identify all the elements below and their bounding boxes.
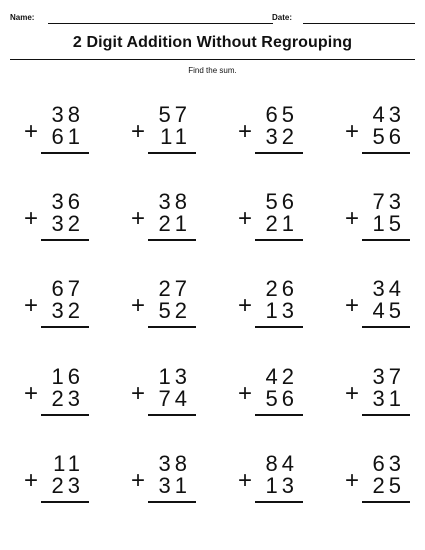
plus-sign: + [345, 380, 360, 407]
answer-line[interactable] [255, 326, 303, 328]
answer-line[interactable] [41, 326, 89, 328]
answer-line[interactable] [148, 239, 196, 241]
addition-problem [131, 191, 201, 251]
top-addend: 16 [51, 364, 84, 389]
plus-sign: + [345, 205, 360, 232]
bottom-addend: 13 [265, 298, 298, 323]
plus-sign: + [131, 118, 146, 145]
instructions-text: Find the sum. [188, 66, 237, 75]
plus-sign: + [131, 467, 146, 494]
plus-sign: + [238, 292, 253, 319]
plus-sign: + [238, 205, 253, 232]
answer-line[interactable] [148, 501, 196, 503]
addition-problem [24, 453, 94, 513]
answer-line[interactable] [148, 414, 196, 416]
addition-problem [24, 278, 94, 338]
date-field-line[interactable] [303, 23, 415, 24]
top-addend: 27 [158, 276, 191, 301]
worksheet-header [10, 12, 415, 26]
date-label: Date: [272, 13, 293, 22]
bottom-addend: 15 [372, 211, 405, 236]
plus-sign: + [24, 205, 39, 232]
addition-problem [238, 278, 308, 338]
answer-line[interactable] [41, 501, 89, 503]
top-addend: 36 [51, 189, 84, 214]
answer-line[interactable] [362, 414, 410, 416]
top-addend: 63 [372, 451, 405, 476]
bottom-addend: 13 [265, 473, 298, 498]
plus-sign: + [345, 118, 360, 145]
answer-line[interactable] [362, 326, 410, 328]
bottom-addend: 32 [51, 211, 84, 236]
worksheet-title: 2 Digit Addition Without Regrouping [72, 34, 353, 51]
answer-line[interactable] [362, 239, 410, 241]
bottom-addend: 56 [372, 124, 405, 149]
answer-line[interactable] [255, 414, 303, 416]
bottom-addend: 52 [158, 298, 191, 323]
plus-sign: + [238, 118, 253, 145]
answer-line[interactable] [255, 152, 303, 154]
name-label: Name: [10, 13, 35, 22]
top-addend: 11 [53, 451, 84, 476]
addition-problem [131, 104, 201, 164]
top-addend: 84 [265, 451, 298, 476]
plus-sign: + [238, 467, 253, 494]
name-field-line[interactable] [48, 23, 273, 24]
addition-problem [238, 366, 308, 426]
plus-sign: + [131, 380, 146, 407]
plus-sign: + [131, 205, 146, 232]
answer-line[interactable] [255, 501, 303, 503]
addition-problem [238, 104, 308, 164]
top-addend: 13 [158, 364, 191, 389]
bottom-addend: 21 [158, 211, 191, 236]
top-addend: 43 [372, 102, 405, 127]
addition-problem [24, 104, 94, 164]
answer-line[interactable] [148, 152, 196, 154]
bottom-addend: 32 [51, 298, 84, 323]
top-addend: 56 [265, 189, 298, 214]
bottom-addend: 31 [372, 386, 405, 411]
top-addend: 37 [372, 364, 405, 389]
addition-problem [345, 191, 415, 251]
top-addend: 73 [372, 189, 405, 214]
title-divider [10, 59, 415, 60]
plus-sign: + [345, 467, 360, 494]
addition-problem [238, 453, 308, 513]
bottom-addend: 61 [51, 124, 84, 149]
top-addend: 42 [265, 364, 298, 389]
bottom-addend: 31 [158, 473, 191, 498]
top-addend: 67 [51, 276, 84, 301]
bottom-addend: 23 [51, 386, 84, 411]
bottom-addend: 74 [158, 386, 191, 411]
answer-line[interactable] [255, 239, 303, 241]
answer-line[interactable] [148, 326, 196, 328]
bottom-addend: 25 [372, 473, 405, 498]
addition-problem [131, 278, 201, 338]
addition-problem [131, 366, 201, 426]
plus-sign: + [345, 292, 360, 319]
top-addend: 38 [158, 451, 191, 476]
bottom-addend: 21 [265, 211, 298, 236]
answer-line[interactable] [362, 152, 410, 154]
addition-problem [24, 366, 94, 426]
plus-sign: + [24, 292, 39, 319]
bottom-addend: 32 [265, 124, 298, 149]
addition-problem [238, 191, 308, 251]
plus-sign: + [24, 118, 39, 145]
answer-line[interactable] [362, 501, 410, 503]
top-addend: 26 [265, 276, 298, 301]
plus-sign: + [24, 467, 39, 494]
top-addend: 38 [158, 189, 191, 214]
top-addend: 65 [265, 102, 298, 127]
top-addend: 38 [51, 102, 84, 127]
bottom-addend: 45 [372, 298, 405, 323]
addition-problem [24, 191, 94, 251]
answer-line[interactable] [41, 152, 89, 154]
plus-sign: + [24, 380, 39, 407]
addition-problem [345, 278, 415, 338]
answer-line[interactable] [41, 414, 89, 416]
plus-sign: + [238, 380, 253, 407]
bottom-addend: 23 [51, 473, 84, 498]
plus-sign: + [131, 292, 146, 319]
bottom-addend: 11 [160, 124, 191, 149]
top-addend: 34 [372, 276, 405, 301]
bottom-addend: 56 [265, 386, 298, 411]
addition-problem [131, 453, 201, 513]
addition-problem [345, 104, 415, 164]
top-addend: 57 [158, 102, 191, 127]
addition-problem [345, 453, 415, 513]
addition-problem [345, 366, 415, 426]
answer-line[interactable] [41, 239, 89, 241]
